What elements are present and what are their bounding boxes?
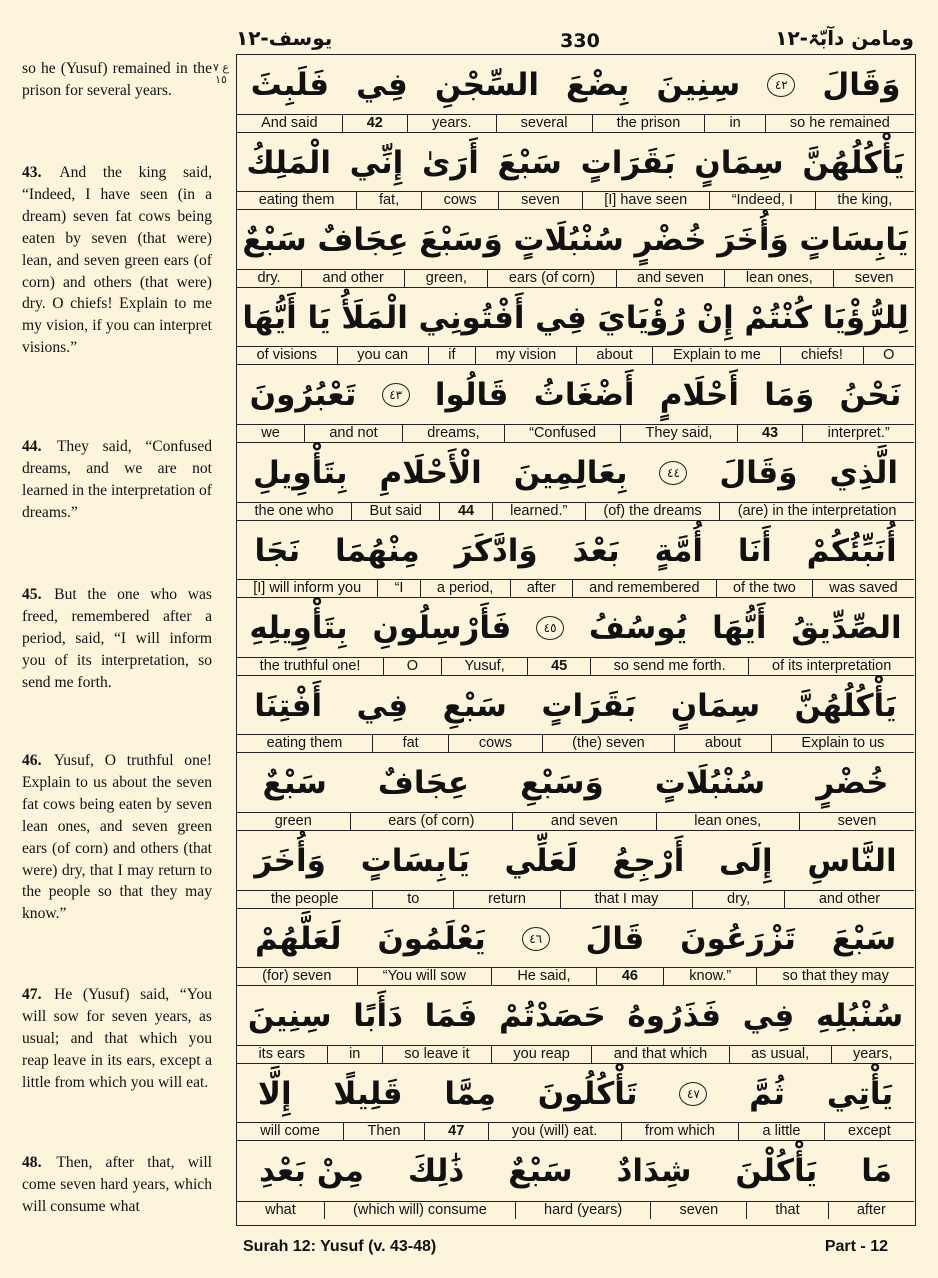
arabic-word: لِلرُّؤْيَا — [822, 299, 909, 336]
gloss-cell: except — [824, 1123, 914, 1140]
gloss-cell: ears (of corn) — [487, 270, 615, 287]
arabic-word: سَبْعٌ — [242, 222, 307, 259]
arabic-word: إِنْ — [696, 299, 734, 336]
verse-row — [237, 521, 914, 599]
gloss-cell: (the) seven — [542, 735, 675, 752]
gloss-cell: (of) the dreams — [585, 503, 719, 520]
arabic-word: فَأَرْسِلُونِ — [372, 610, 512, 647]
arabic-word: لَعَلِّي — [504, 843, 578, 879]
gloss-cell: [I] will inform you — [253, 580, 362, 597]
arabic-word: مِمَّا — [444, 1075, 496, 1112]
gloss-cell: O — [383, 658, 441, 675]
translation-paragraph — [22, 584, 212, 694]
gloss-cell: years. — [407, 115, 496, 132]
gloss-cell: dry. — [257, 269, 281, 286]
gloss-cell: of visions — [256, 347, 318, 364]
gloss-cell: fat, — [356, 192, 421, 209]
surah-title: یوسف-١٢ — [236, 26, 333, 50]
gloss-cell: years, — [831, 1046, 914, 1063]
gloss-cell: and not — [304, 425, 402, 442]
arabic-word: يَأْكُلُهُنَّ — [794, 687, 897, 724]
translation-text: They said, “Confused dreams, and we are not learned in the interpretation of dreams.” — [22, 438, 213, 521]
gloss-cell: learned.” — [492, 503, 585, 520]
arabic-word: يَأْتِي — [826, 1075, 894, 1112]
gloss-cell: (are) in the interpretation — [719, 503, 914, 520]
gloss-cell: that I may — [560, 891, 692, 908]
arabic-word: أَيُّهَا — [712, 610, 767, 647]
arabic-word: أُنَبِّئُكُمْ — [806, 532, 897, 569]
arabic-word: يَعْلَمُونَ — [377, 920, 486, 957]
gloss-cell: cows — [421, 192, 499, 209]
ruku-mark: ع ٧ ١٥ — [213, 61, 229, 86]
arabic-word: أَرَىٰ — [421, 144, 479, 181]
gloss-cell: fat — [372, 735, 448, 752]
arabic-text-row — [237, 288, 914, 348]
arabic-word: وَأُخَرَ — [717, 222, 789, 259]
arabic-word: سُنْبُلَاتٍ — [654, 765, 766, 802]
arabic-word: نَحْنُ — [839, 377, 902, 414]
translation-text: so he (Yusuf) remained in the prison for several years. — [22, 60, 212, 99]
arabic-word: السِّجْنِ — [434, 67, 539, 103]
arabic-text-row — [237, 676, 914, 736]
arabic-word: سَبْعِ — [442, 687, 507, 724]
page-number: 330 — [560, 30, 600, 52]
arabic-word: فَلَبِثَ — [250, 67, 330, 103]
arabic-word: سِنِينَ — [247, 998, 332, 1035]
translation-text: And the king said, “Indeed, I have seen (in a dream) seven fat cows being eaten by seven (that were) lean, and seven green ears (of corn) and others (that were) dry. O chiefs! Explain to me my vision, if you can interpret visions.” — [22, 164, 213, 357]
arabic-word: إِلَى — [719, 843, 773, 879]
verse-row — [237, 365, 914, 443]
ayah-end-marker: ٤٧ — [679, 1082, 707, 1106]
verse-number: 46. — [22, 752, 42, 769]
gloss-cell: my vision — [475, 347, 576, 364]
ayah-end-marker: ٤٦ — [522, 927, 550, 951]
english-gloss-row — [237, 890, 914, 908]
gloss-cell: hard (years) — [515, 1202, 650, 1219]
gloss-cell: if — [428, 347, 475, 364]
verse-row — [237, 133, 914, 211]
arabic-word: أَنَا — [737, 532, 772, 569]
arabic-text-row — [237, 753, 914, 813]
arabic-word: تَعْبُرُونَ — [249, 377, 357, 414]
verse-number-cell: 42 — [342, 115, 407, 132]
gloss-cell: as usual, — [729, 1046, 831, 1063]
gloss-cell: so leave it — [382, 1046, 491, 1063]
gloss-cell: we — [261, 424, 280, 441]
verse-row — [237, 753, 914, 831]
arabic-word: سِمَانٍ — [694, 144, 784, 181]
arabic-word: بَعْدَ — [572, 532, 620, 569]
arabic-word: يُوسُفُ — [588, 610, 688, 647]
arabic-word: النَّاسِ — [807, 843, 897, 879]
arabic-word: إِلَّا — [257, 1075, 292, 1112]
arabic-word: أَفْتُونِي — [418, 299, 525, 336]
arabic-word: حَصَدْتُمْ — [499, 998, 606, 1035]
english-gloss-row — [237, 734, 914, 752]
gloss-cell: the one who — [254, 502, 334, 519]
translation-paragraph — [22, 984, 212, 1094]
translation-paragraph — [22, 436, 212, 524]
arabic-word: فِي — [356, 687, 409, 724]
footer-part-number: Part - 12 — [824, 1238, 888, 1255]
verse-row — [237, 598, 914, 676]
arabic-word: مِنْ بَعْدِ — [259, 1153, 364, 1190]
gloss-cell: Explain to us — [771, 735, 914, 752]
arabic-word: قَالَ — [585, 920, 645, 957]
arabic-word: يَأْكُلْنَ — [735, 1153, 818, 1190]
gloss-cell: lean ones, — [656, 813, 799, 830]
gloss-cell: green, — [404, 270, 487, 287]
arabic-word: سِمَانٍ — [670, 687, 761, 724]
english-gloss-row — [237, 657, 914, 675]
arabic-text-row — [237, 986, 914, 1046]
arabic-word: كُنْتُمْ — [744, 299, 813, 336]
arabic-word: تَأْكُلُونَ — [537, 1075, 638, 1112]
gloss-cell: return — [453, 891, 560, 908]
gloss-cell: “Indeed, I — [709, 192, 815, 209]
verse-row — [237, 288, 914, 366]
arabic-word: قَلِيلًا — [333, 1075, 403, 1112]
arabic-word: يَابِسَاتٍ — [799, 222, 909, 259]
verse-row — [237, 676, 914, 754]
arabic-word: مَا — [861, 1153, 893, 1190]
gloss-cell: in — [327, 1046, 382, 1063]
arabic-word: لَعَلَّهُمْ — [254, 920, 342, 957]
translation-paragraph — [22, 1152, 212, 1218]
gloss-cell: in — [704, 115, 764, 132]
english-gloss-row — [237, 1201, 914, 1219]
verse-row — [237, 1141, 914, 1219]
juz-title: ومامن دآبّۃ-١٢ — [775, 26, 914, 50]
gloss-cell: so he remained — [765, 115, 914, 132]
gloss-cell: dreams, — [402, 425, 504, 442]
arabic-word: وَأُخَرَ — [254, 843, 326, 879]
translation-text: Yusuf, O truthful one! Explain to us about the seven fat cows being eaten by seven lean ones, and seven green ears (of corn) and others (that were) dry, that I may return to the people so that they may know.” — [22, 752, 212, 923]
arabic-word: سَبْعٌ — [262, 765, 327, 802]
gloss-cell: after — [510, 580, 572, 597]
gloss-cell: “I — [377, 580, 419, 597]
arabic-word: سُنْبُلِهِ — [815, 998, 904, 1035]
gloss-cell: about — [674, 735, 771, 752]
english-gloss-row — [237, 114, 914, 132]
arabic-text-row — [237, 521, 914, 581]
verse-row — [237, 55, 914, 133]
word-by-word-grid — [236, 54, 916, 1226]
arabic-text-row — [237, 133, 914, 193]
gloss-cell: a period, — [420, 580, 510, 597]
gloss-cell: chiefs! — [780, 347, 862, 364]
translation-text: Then, after that, will come seven hard years, which will consume what — [22, 1154, 212, 1215]
gloss-cell: green — [274, 812, 312, 829]
ayah-end-marker: ٤٢ — [767, 73, 795, 97]
gloss-cell: the truthful one! — [259, 657, 361, 674]
gloss-cell: the people — [270, 890, 339, 907]
translation-paragraph — [22, 58, 212, 102]
arabic-word: أَرْجِعُ — [612, 843, 685, 879]
arabic-word: بِتَأْوِيلِهِ — [249, 610, 348, 647]
verse-row — [237, 909, 914, 987]
arabic-word: أَحْلَامٍ — [659, 377, 739, 414]
gloss-cell: to — [372, 891, 453, 908]
english-gloss-row — [237, 812, 914, 830]
arabic-word: سَبْعَ — [831, 920, 897, 957]
arabic-word: دَأَبًا — [353, 998, 404, 1035]
gloss-cell: after — [828, 1202, 914, 1219]
english-gloss-row — [237, 579, 914, 597]
gloss-cell: They said, — [620, 425, 736, 442]
arabic-text-row — [237, 55, 914, 115]
arabic-word: سَبْعَ — [497, 144, 562, 181]
arabic-word: وَمَا — [764, 377, 815, 414]
english-gloss-row — [237, 346, 914, 364]
english-gloss-row — [237, 1122, 914, 1140]
arabic-word: وَقَالَ — [822, 67, 901, 103]
arabic-text-row — [237, 1141, 914, 1201]
arabic-word: سَبْعٌ — [508, 1153, 573, 1190]
ayah-end-marker: ٤٤ — [659, 461, 687, 485]
arabic-word: تَزْرَعُونَ — [680, 920, 796, 957]
gloss-cell: and that which — [591, 1046, 728, 1063]
arabic-text-row — [237, 909, 914, 969]
verse-row — [237, 443, 914, 521]
gloss-cell: Yusuf, — [441, 658, 528, 675]
translation-text: He (Yusuf) said, “You will sow for seven years, as usual; and that which you reap leave in its ears, except a little from which you will eat. — [22, 986, 212, 1091]
gloss-cell: so send me forth. — [590, 658, 748, 675]
gloss-cell: that — [746, 1202, 827, 1219]
english-gloss-row — [237, 502, 914, 520]
verse-number: 43. — [22, 164, 42, 181]
gloss-cell: He said, — [491, 968, 596, 985]
translation-paragraph — [22, 162, 212, 359]
arabic-word: بَقَرَاتٍ — [541, 687, 637, 724]
gloss-cell: about — [576, 347, 653, 364]
gloss-cell: Then — [343, 1123, 424, 1140]
arabic-word: الْمَلِكُ — [246, 144, 331, 181]
arabic-word: يَا أَيُّهَا — [242, 299, 331, 336]
gloss-cell: But said — [351, 503, 439, 520]
gloss-cell: “You will sow — [357, 968, 492, 985]
arabic-word: مِنْهُمَا — [334, 532, 420, 569]
translation-text: But the one who was freed, remembered after a period, said, “I will inform you of its interpretation, so send me forth. — [22, 586, 213, 691]
gloss-cell: you can — [337, 347, 428, 364]
gloss-cell: a little — [738, 1123, 823, 1140]
arabic-word: الْأَحْلَامِ — [379, 455, 482, 491]
translation-paragraph — [22, 750, 212, 925]
verse-number: 47. — [22, 986, 42, 1003]
gloss-cell: (which will) consume — [324, 1202, 515, 1219]
gloss-cell: its ears — [258, 1045, 306, 1062]
gloss-cell: lean ones, — [724, 270, 833, 287]
arabic-text-row — [237, 443, 914, 503]
gloss-cell: “Confused — [504, 425, 620, 442]
arabic-word: عِجَافٌ — [377, 765, 470, 802]
gloss-cell: what — [265, 1201, 296, 1218]
verse-row — [237, 831, 914, 909]
verse-number-cell: 46 — [596, 968, 663, 985]
verse-number: 45. — [22, 586, 42, 603]
gloss-cell: eating them — [266, 735, 343, 752]
gloss-cell: dry, — [692, 891, 784, 908]
english-gloss-row — [237, 967, 914, 985]
arabic-word: خُضْرٍ — [816, 765, 889, 802]
arabic-text-row — [237, 831, 914, 891]
arabic-word: قَالُوا — [434, 377, 509, 414]
arabic-word: ثُمَّ — [749, 1075, 786, 1112]
gloss-cell: the king, — [815, 192, 914, 209]
gloss-cell: interpret.” — [802, 425, 914, 442]
ayah-end-marker: ٤٣ — [382, 383, 410, 407]
english-gloss-row — [237, 191, 914, 209]
arabic-word: فِي — [742, 998, 795, 1035]
arabic-word: ذَٰلِكَ — [407, 1153, 465, 1190]
arabic-word: فَذَرُوهُ — [627, 998, 722, 1035]
ayah-end-marker: ٤٥ — [536, 616, 564, 640]
gloss-cell: Explain to me — [652, 347, 780, 364]
arabic-word: يَأْكُلُهُنَّ — [802, 144, 905, 181]
arabic-text-row — [237, 365, 914, 425]
gloss-cell: of its interpretation — [748, 658, 914, 675]
arabic-word: نَجَا — [254, 532, 301, 569]
gloss-cell: ears (of corn) — [350, 813, 513, 830]
gloss-cell: and seven — [512, 813, 655, 830]
arabic-word: عِجَافٌ — [317, 222, 409, 259]
gloss-cell: from which — [621, 1123, 739, 1140]
arabic-word: وَسَبْعَ — [419, 222, 503, 259]
arabic-word: فِي — [535, 299, 587, 336]
verse-row — [237, 1064, 914, 1142]
gloss-cell: you reap — [491, 1046, 591, 1063]
gloss-cell: seven — [650, 1202, 746, 1219]
gloss-cell: and seven — [616, 270, 725, 287]
verse-row — [237, 986, 914, 1064]
gloss-cell: several — [496, 115, 592, 132]
english-gloss-row — [237, 269, 914, 287]
gloss-cell: and other — [784, 891, 914, 908]
verse-number-cell: 43 — [737, 425, 803, 442]
verse-number-cell: 45 — [527, 658, 590, 675]
gloss-cell: seven — [498, 192, 581, 209]
gloss-cell: seven — [833, 270, 914, 287]
arabic-word: أَفْتِنَا — [254, 687, 323, 724]
arabic-word: فَمَا — [424, 998, 478, 1035]
arabic-word: الْمَلَأُ — [341, 299, 408, 336]
arabic-text-row — [237, 598, 914, 658]
arabic-word: أُمَّةٍ — [654, 532, 704, 569]
arabic-word: يَابِسَاتٍ — [360, 843, 470, 879]
gloss-cell: seven — [799, 813, 914, 830]
arabic-word: فِي — [356, 67, 408, 103]
gloss-cell: of the two — [716, 580, 812, 597]
footer-surah-reference: Surah 12: Yusuf (v. 43-48) — [243, 1238, 437, 1255]
arabic-word: بِضْعَ — [566, 67, 630, 103]
gloss-cell: you (will) eat. — [488, 1123, 621, 1140]
arabic-word: أَضْغَاثُ — [533, 377, 635, 414]
arabic-word: خُضْرٍ — [634, 222, 707, 259]
arabic-text-row — [237, 210, 914, 270]
gloss-cell: was saved — [812, 580, 914, 597]
arabic-word: إِنِّي — [349, 144, 404, 181]
verse-number: 44. — [22, 438, 42, 455]
gloss-cell: eating them — [258, 192, 335, 209]
gloss-cell: cows — [448, 735, 541, 752]
arabic-word: الَّذِي — [829, 455, 899, 491]
arabic-word: الصِّدِّيقُ — [791, 610, 902, 647]
arabic-word: وَادَّكَرَ — [454, 532, 538, 569]
arabic-word: رُؤْيَايَ — [597, 299, 687, 336]
gloss-cell: the prison — [592, 115, 705, 132]
arabic-word: وَسَبْعِ — [520, 765, 604, 802]
gloss-cell: know.” — [663, 968, 756, 985]
arabic-word: سِنِينَ — [656, 67, 741, 103]
english-gloss-row — [237, 1045, 914, 1063]
gloss-cell: will come — [260, 1123, 320, 1140]
arabic-word: بَقَرَاتٍ — [580, 144, 676, 181]
arabic-word: شِدَادٌ — [616, 1153, 692, 1190]
verse-row — [237, 210, 914, 288]
english-gloss-row — [237, 424, 914, 442]
arabic-word: وَقَالَ — [719, 455, 798, 491]
gloss-cell: and remembered — [572, 580, 716, 597]
gloss-cell: and other — [301, 270, 404, 287]
arabic-text-row — [237, 1064, 914, 1124]
gloss-cell: [I] have seen — [582, 192, 709, 209]
verse-number-cell: 47 — [424, 1123, 488, 1140]
gloss-cell: And said — [261, 114, 318, 131]
gloss-cell: so that they may — [756, 968, 914, 985]
arabic-word: بِتَأْوِيلِ — [253, 455, 348, 491]
arabic-word: سُنْبُلَاتٍ — [513, 222, 624, 259]
gloss-cell: O — [863, 347, 915, 364]
gloss-cell: (for) seven — [262, 968, 332, 985]
verse-number: 48. — [22, 1154, 42, 1171]
arabic-word: بِعَالِمِينَ — [513, 455, 628, 491]
verse-number-cell: 44 — [439, 503, 491, 520]
